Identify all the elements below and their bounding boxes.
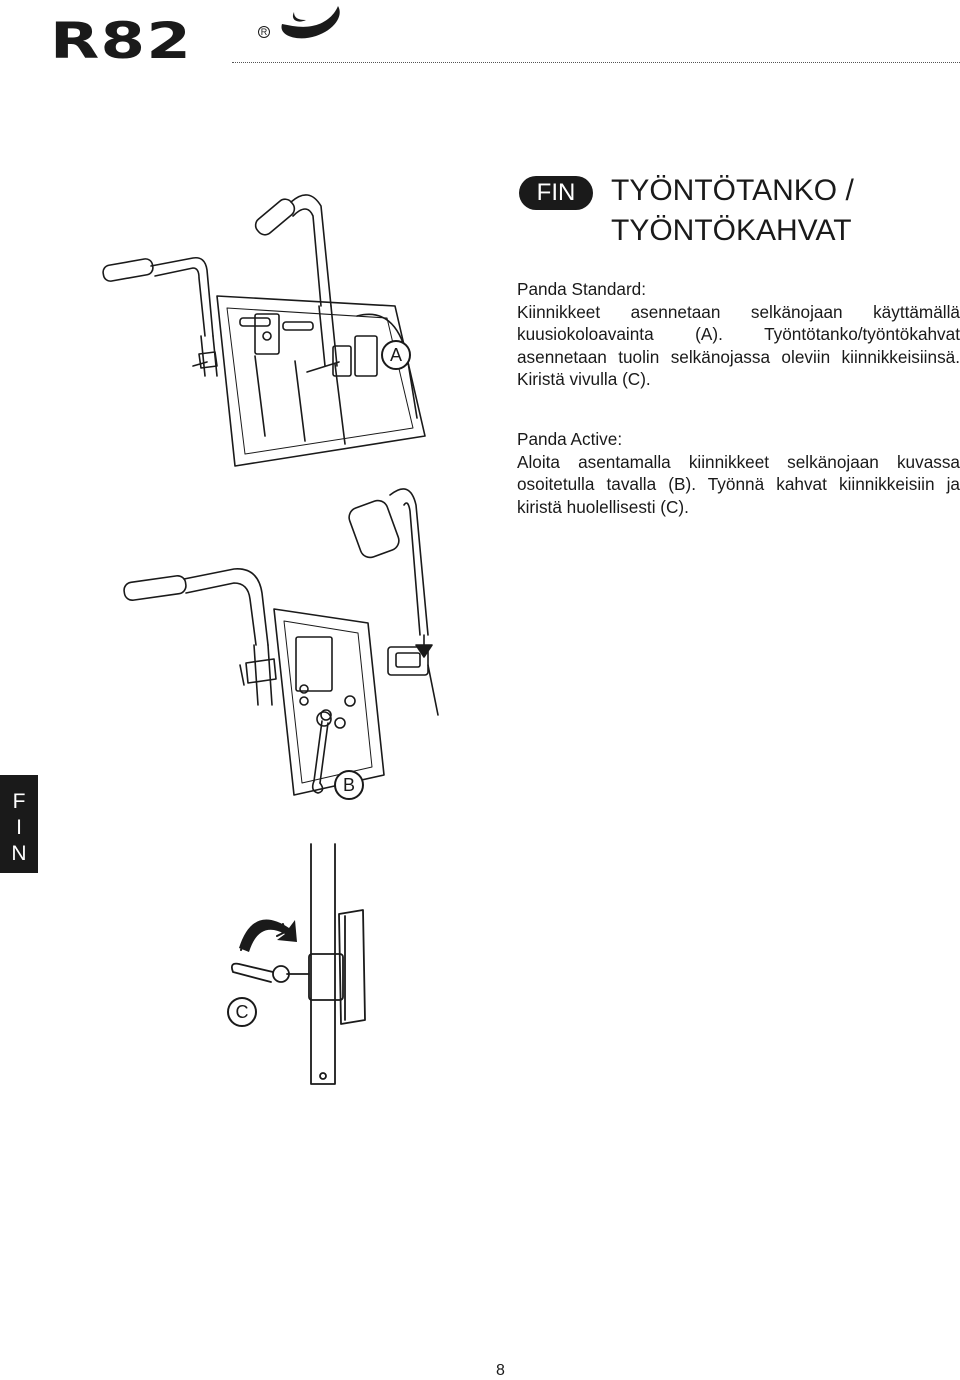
r82-logo xyxy=(50,2,300,68)
title-line-1: TYÖNTÖTANKO / xyxy=(611,174,854,207)
illustration-lever-tightening xyxy=(225,840,375,1090)
section-heading: Panda Standard: xyxy=(517,279,647,299)
logo-wordmark: R82 xyxy=(50,12,193,70)
callout-a: A xyxy=(381,340,411,370)
callout-b: B xyxy=(334,770,364,800)
swoosh-logo-icon xyxy=(268,2,346,46)
language-badge: FIN xyxy=(519,176,593,210)
section-body: Kiinnikkeet asennetaan selkänojaan käyttämällä kuusiokoloavainta (A). Työntötanko/työntökahvat asennetaan tuolin selkänojassa oleviin kiinnikkeisiinsä. Kiristä vivulla (C). xyxy=(517,301,960,390)
header-dotted-rule xyxy=(232,62,960,63)
page-number: 8 xyxy=(496,1362,505,1379)
illustration-standard-push-handles xyxy=(95,186,455,476)
section-panda-active xyxy=(517,428,960,518)
section-panda-standard xyxy=(517,278,960,391)
section-heading: Panda Active: xyxy=(517,429,623,449)
registered-mark-icon: R xyxy=(258,26,270,38)
illustration-active-mounting-brackets xyxy=(118,475,458,805)
side-tab-letter: I xyxy=(16,816,22,839)
side-tab-letter: N xyxy=(11,842,27,865)
language-side-tab xyxy=(0,775,38,873)
section-body: Aloita asentamalla kiinnikkeet selkänojaan kuvassa osoitetulla tavalla (B). Työnnä kahvat kiinnikkeisiin ja kiristä huolellisesti (C). xyxy=(517,451,960,517)
page-title xyxy=(611,171,854,251)
side-tab-letter: F xyxy=(12,790,26,813)
callout-c: C xyxy=(227,997,257,1027)
title-line-2: TYÖNTÖKAHVAT xyxy=(611,214,852,247)
